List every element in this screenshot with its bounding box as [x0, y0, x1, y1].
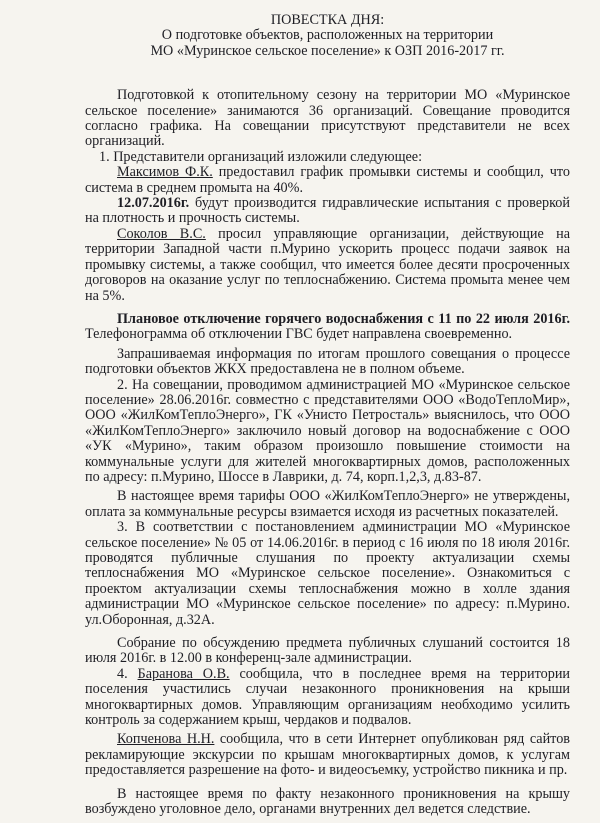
test-date: 12.07.2016г.	[117, 195, 190, 212]
agenda-heading	[85, 13, 570, 59]
section-number: 4.	[117, 665, 138, 682]
agenda-subject-line-1: О подготовке объектов, расположенных на территории	[161, 27, 494, 44]
speaker-name: Соколов В.С.	[117, 225, 206, 242]
speaker-name: Баранова О.В.	[137, 665, 230, 682]
paragraph-text: сообщила, что в последнее время на территории поселения участились случаи незаконного проникновения на крыши многоквартирных домов. Управляющим организациям необходимо усилить контроль за содержанием крыш, чердаков и подвалов.	[85, 665, 570, 729]
paragraph-text: просил управляющие организации, действующие на территории Западной части п.Мурино ускорить процесс подачи заявок на промывку системы, а также сообщил, что имеется более десяти просроченных договоров на оказание услуг по теплоснабжению. Система промыта менее чем на 5%.	[85, 225, 570, 304]
speaker-name: Копченова Н.Н.	[117, 731, 215, 748]
requested-info-paragraph: Запрашиваемая информация по итогам прошлого совещания о процессе подготовки объектов ЖКХ предоставлена не в полном объеме.	[85, 345, 570, 378]
paragraph-text: предоставил график промывки системы и сообщил, что система в среднем промыта на 40%.	[85, 164, 570, 196]
test-date-paragraph	[85, 196, 570, 227]
section-2-paragraph: 2. На совещании, проводимом администрацией МО «Муринское сельское поселение» 28.06.2016г. совместно с представителями ООО «ВодоТеплоМир», ООО «ЖилКомТеплоЭнерго», ГК «Унисто Петросталь» выяснилось, что ООО «ЖилКомТеплоЭнерго» заключило новый договор на водоснабжение с ООО «УК «Мурино», таким образом произошло повышение стоимости на коммунальные услуги для жителей многоквартирных домов, расположенных по адресу: п.Мурино, Шоссе в Лаврики, д. 74, корп.1,2,3, д.83-87.	[85, 376, 570, 485]
intro-paragraph: Подготовкой к отопительному сезону на территории МО «Муринское сельское поселение» занимаются 36 организаций. Совещание проводится согласно графика. На совещании присутствуют представители не всех организаций.	[85, 87, 570, 150]
sokolov-paragraph	[85, 227, 570, 304]
shutdown-notice: Плановое отключение горячего водоснабжения с 11 по 22 июля 2016г.	[117, 310, 570, 327]
criminal-case-paragraph: В настоящее время по факту незаконного проникновения на крышу возбуждено уголовное дело, органами внутренних дел ведется следствие.	[85, 785, 570, 818]
document-body	[85, 13, 570, 818]
paragraph-text: сообщила, что в сети Интернет опубликован ряд сайтов рекламирующие экскурсии по крышам многоквартирных домов, к услугам предоставляется разрешение на фото- и видеосъемку, устройство пикника и пр.	[85, 731, 570, 779]
agenda-subject-line-2: МО «Муринское сельское поселение» к ОЗП 2016-2017 гг.	[150, 42, 505, 59]
section-1-intro: 1. Представители организаций изложили следующее:	[99, 148, 423, 165]
section-4-paragraph	[85, 667, 570, 729]
paragraph-text: Телефонограмма об отключении ГВС будет направлена своевременно.	[85, 326, 513, 343]
speaker-name: Максимов Ф.К.	[117, 164, 213, 181]
agenda-title: ПОВЕСТКА ДНЯ:	[270, 12, 385, 28]
kopchenova-paragraph	[85, 732, 570, 778]
maksimov-paragraph	[85, 165, 570, 196]
hot-water-shutdown-paragraph	[85, 312, 570, 343]
tariffs-paragraph: В настоящее время тарифы ООО «ЖилКомТеплоЭнерго» не утверждены, оплата за коммунальные ресурсы взимается исходя из расчетных показателей.	[85, 488, 570, 520]
paragraph-text: будут производится гидравлические испытания с проверкой на плотность и прочность системы.	[85, 195, 570, 227]
hearing-meeting-paragraph: Собрание по обсуждению предмета публичных слушаний состоится 18 июля 2016г. в 12.00 в конференц-зале администрации.	[85, 635, 570, 667]
section-3-paragraph: 3. В соответствии с постановлением администрации МО «Муринское сельское поселение» № 05 от 14.06.2016г. в период с 16 июля по 18 июля 2016г. проводятся публичные слушания по проекту актуализации схемы теплоснабжения МО «Муринское сельское поселение». Ознакомиться с проектом актуализации схемы теплоснабжения можно в холле здания администрации МО «Муринское сельское поселение» по адресу: п.Мурино. ул.Оборонная, д.32А.	[85, 519, 570, 628]
